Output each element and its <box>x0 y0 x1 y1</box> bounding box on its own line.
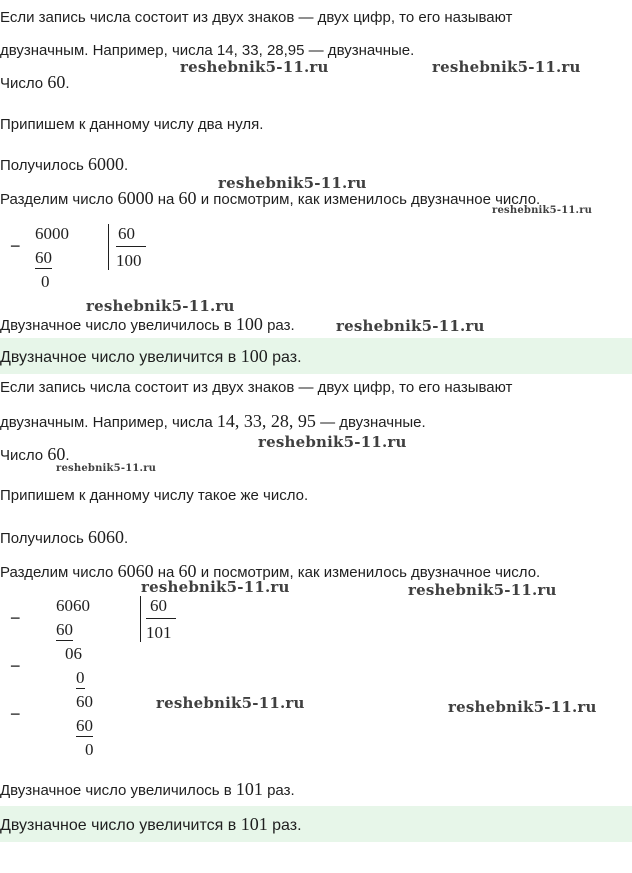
result-value: 6060 <box>88 527 124 547</box>
divide-divisor: 60 <box>178 561 197 581</box>
subtrahend-1: 60 <box>56 620 73 639</box>
increase-prefix: Двузначное число увеличилось в <box>0 317 236 334</box>
quotient: 101 <box>146 623 172 642</box>
divide-dividend: 6060 <box>117 561 154 581</box>
increase-suffix: раз. <box>262 317 295 334</box>
watermark: reshebnik5-11.ru <box>86 297 235 315</box>
subtrahend-3: 60 <box>76 716 93 735</box>
answer-line <box>0 814 302 836</box>
subtrahend: 60 <box>35 248 52 267</box>
dividend: 6000 <box>35 224 69 243</box>
intro-line-2: двузначным. Например, числа 14, 33, 28,95 — двузначные. <box>0 42 415 59</box>
divide-prefix: Разделим число <box>0 564 118 581</box>
answer-prefix: Двузначное число увеличится в <box>0 817 241 834</box>
answer-band <box>0 806 632 842</box>
number-prefix: Число <box>0 75 48 92</box>
divide-middle: на <box>153 191 179 208</box>
answer-prefix: Двузначное число увеличится в <box>0 349 241 366</box>
number-suffix: . <box>65 75 70 92</box>
remainder: 0 <box>41 272 50 291</box>
increase-value: 100 <box>235 314 263 334</box>
answer-suffix: раз. <box>267 817 302 834</box>
increase-value: 101 <box>235 779 263 799</box>
divide-divisor: 60 <box>178 188 197 208</box>
divisor: 60 <box>118 224 135 243</box>
watermark: reshebnik5-11.ru <box>56 463 157 474</box>
append-line: Припишем к данному числу два нуля. <box>0 116 264 133</box>
answer-value: 101 <box>240 814 268 834</box>
watermark: reshebnik5-11.ru <box>218 174 367 192</box>
result-suffix: . <box>124 530 129 547</box>
number-value: 60 <box>47 444 66 464</box>
division-horizontal-line <box>146 618 176 619</box>
number-line <box>0 72 69 94</box>
divisor: 60 <box>150 596 167 615</box>
increase-suffix: раз. <box>262 782 295 799</box>
answer-line <box>0 346 302 368</box>
watermark: reshebnik5-11.ru <box>408 581 557 599</box>
intro-line-2-prefix: двузначным. Например, числа <box>0 414 217 431</box>
answer-band <box>0 338 632 374</box>
watermark: reshebnik5-11.ru <box>180 58 329 76</box>
watermark: reshebnik5-11.ru <box>492 205 593 216</box>
watermark: reshebnik5-11.ru <box>448 698 597 716</box>
intro-line-2-suffix: — двузначные. <box>315 414 426 431</box>
result-line <box>0 154 128 176</box>
minus-sign: − <box>10 704 21 724</box>
remainder-3: 0 <box>85 740 94 759</box>
result-suffix: . <box>124 157 129 174</box>
increase-prefix: Двузначное число увеличилось в <box>0 782 236 799</box>
divide-suffix: и посмотрим, как изменилось двузначное число. <box>196 191 541 208</box>
number-suffix: . <box>65 447 70 464</box>
answer-value: 100 <box>240 346 268 366</box>
divide-suffix: и посмотрим, как изменилось двузначное число. <box>196 564 541 581</box>
divide-prefix: Разделим число <box>0 191 118 208</box>
result-line <box>0 527 128 549</box>
divide-middle: на <box>153 564 179 581</box>
result-prefix: Получилось <box>0 157 88 174</box>
watermark: reshebnik5-11.ru <box>432 58 581 76</box>
watermark: reshebnik5-11.ru <box>141 578 290 596</box>
increase-line <box>0 314 295 336</box>
minus-sign: − <box>10 656 21 676</box>
division-vertical-line <box>140 596 141 642</box>
divide-dividend: 6000 <box>117 188 154 208</box>
dividend: 6060 <box>56 596 90 615</box>
number-prefix: Число <box>0 447 48 464</box>
intro-line-2 <box>0 411 426 433</box>
answer-suffix: раз. <box>267 349 302 366</box>
watermark: reshebnik5-11.ru <box>336 317 485 335</box>
quotient: 100 <box>116 251 142 270</box>
intro-line-2-numbers: 14, 33, 28, 95 <box>216 411 316 431</box>
minus-sign: − <box>10 236 21 256</box>
watermark: reshebnik5-11.ru <box>156 694 305 712</box>
result-prefix: Получилось <box>0 530 88 547</box>
intro-line-1: Если запись числа состоит из двух знаков — двух цифр, то его называют <box>0 379 513 396</box>
division-horizontal-line <box>116 246 146 247</box>
result-value: 6000 <box>88 154 124 174</box>
number-value: 60 <box>47 72 66 92</box>
division-vertical-line <box>108 224 109 270</box>
subtrahend-2: 0 <box>76 668 85 687</box>
increase-line <box>0 779 295 801</box>
minus-sign: − <box>10 608 21 628</box>
intro-line-1: Если запись числа состоит из двух знаков — двух цифр, то его называют <box>0 9 513 26</box>
remainder-1: 06 <box>65 644 82 663</box>
append-line: Припишем к данному числу такое же число. <box>0 487 309 504</box>
remainder-2: 60 <box>76 692 93 711</box>
watermark: reshebnik5-11.ru <box>258 433 407 451</box>
